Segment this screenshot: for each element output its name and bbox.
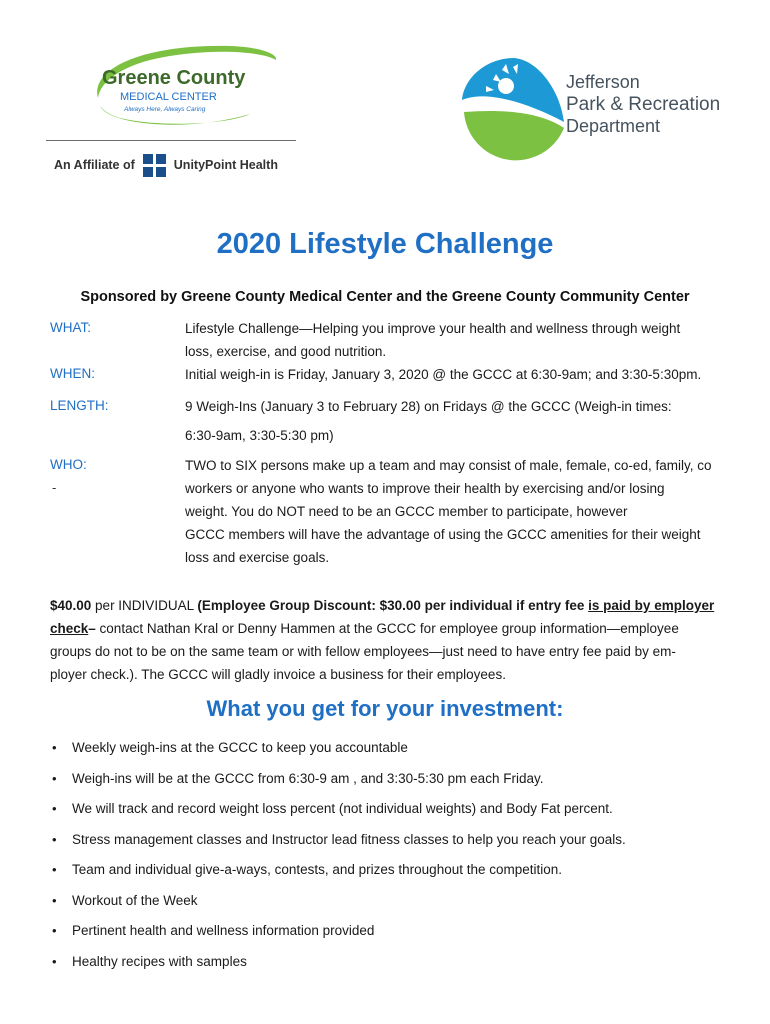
price-unit: per INDIVIDUAL [91, 598, 198, 613]
logo-divider [46, 140, 296, 141]
page-title: 2020 Lifestyle Challenge [216, 228, 554, 260]
who-text-line: loss and exercise goals. [185, 550, 330, 565]
pricing-line: ployer check.). The GCCC will gladly invoice a business for their employees. [50, 667, 506, 682]
svg-text:Greene County: Greene County [102, 67, 246, 89]
when-label: WHEN: [50, 366, 95, 381]
pricing-line [50, 617, 740, 640]
price-dash: – [88, 621, 96, 636]
benefit-item: • Healthy recipes with samples [50, 950, 740, 981]
what-label: WHAT: [50, 320, 91, 335]
benefit-item: • Pertinent health and wellness information provided [50, 919, 740, 950]
price-employer-note: is paid by employer [588, 598, 715, 613]
benefit-item: • Workout of the Week [50, 889, 740, 920]
who-label: WHO: [50, 457, 87, 472]
investment-heading: What you get for your investment: [206, 696, 564, 721]
length-label: LENGTH: [50, 398, 109, 413]
price-amount: $40.00 [50, 598, 92, 613]
svg-text:MEDICAL CENTER: MEDICAL CENTER [120, 91, 217, 103]
benefit-item: • Stress management classes and Instructor lead fitness classes to help you reach your goals. [50, 828, 740, 859]
price-discount: (Employee Group Discount: $30.00 per individual if entry fee [197, 598, 589, 613]
jefferson-park-logo [456, 50, 746, 174]
who-text-line: workers or anyone who wants to improve their health by exercising and/or losing [185, 481, 665, 496]
benefit-item: • Team and individual give-a-ways, contests, and prizes throughout the competition. [50, 858, 740, 889]
benefit-item: • Weekly weigh-ins at the GCCC to keep you accountable [50, 736, 740, 767]
unitypoint-cross-icon [142, 153, 167, 178]
who-text [185, 454, 745, 569]
who-dash: - [52, 480, 57, 495]
pricing-line [50, 594, 740, 617]
jp-line-3: Department [566, 116, 661, 137]
when-text: Initial weigh-in is Friday, January 3, 2020 @ the GCCC at 6:30-9am; and 3:30-5:30pm. [185, 367, 702, 382]
jp-line-1: Jefferson [566, 72, 640, 92]
greene-county-logo [80, 40, 280, 132]
who-text-line: weight. You do NOT need to be an GCCC member to participate, however [185, 504, 628, 519]
greene-county-logo-graphic [80, 40, 280, 132]
jefferson-park-wordmark [566, 72, 720, 138]
price-check-note: check [50, 621, 89, 636]
jefferson-park-emblem [456, 50, 566, 174]
pricing-line: groups do not to be on the same team or with fellow employees—just need to have entry fee paid by em- [50, 644, 676, 659]
what-text-line: loss, exercise, and good nutrition. [185, 344, 387, 359]
who-text-line: TWO to SIX persons make up a team and may consist of male, female, co-ed, family, co [185, 458, 712, 473]
jp-line-2: Park & Recreation [566, 93, 721, 115]
sponsor-line: Sponsored by Greene County Medical Center and the Greene County Community Center [80, 289, 690, 305]
length-text-line: 6:30-9am, 3:30-5:30 pm) [185, 428, 334, 443]
svg-text:Always Here, Always Caring: Always Here, Always Caring [124, 106, 206, 113]
affiliate-line [54, 151, 278, 179]
who-text-line: GCCC members will have the advantage of using the GCCC amenities for their weight [185, 527, 701, 542]
affiliate-prefix: An Affiliate of [54, 158, 135, 172]
benefit-item: • We will track and record weight loss percent (not individual weights) and Body Fat percent. [50, 797, 740, 828]
what-text-line: Lifestyle Challenge—Helping you improve your health and wellness through weight [185, 321, 681, 336]
what-text [185, 317, 745, 363]
price-contact: contact Nathan Kral or Denny Hammen at the GCCC for employee group information—employee [95, 621, 679, 636]
pricing-paragraph [50, 594, 740, 686]
benefit-item: • Weigh-ins will be at the GCCC from 6:30-9 am , and 3:30-5:30 pm each Friday. [50, 767, 740, 798]
length-text-line: 9 Weigh-Ins (January 3 to February 28) on Fridays @ the GCCC (Weigh-in times: [185, 399, 672, 414]
benefits-list [50, 736, 740, 980]
affiliate-name: UnityPoint Health [173, 158, 278, 172]
